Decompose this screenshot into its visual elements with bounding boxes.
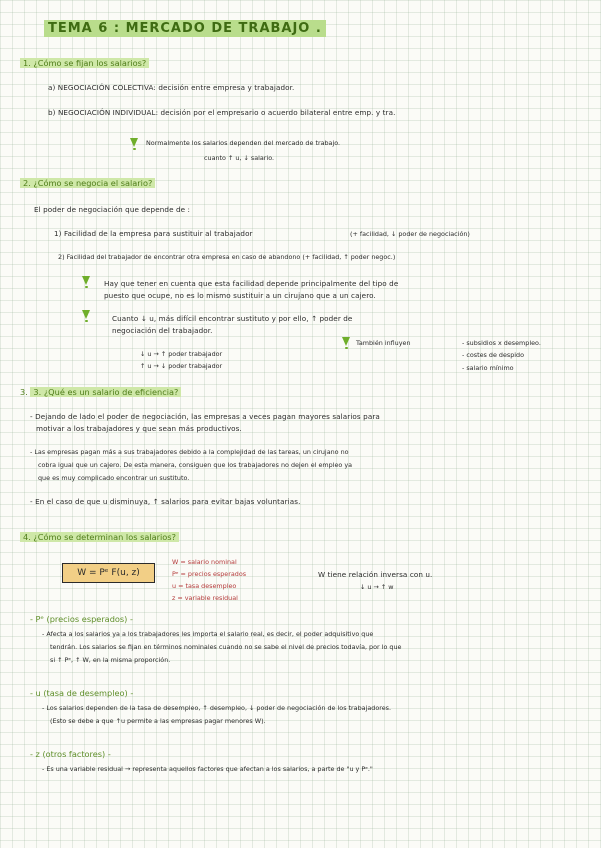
page-title: TEMA 6 : MERCADO DE TRABAJO . — [44, 20, 326, 37]
influence-item: - salario mínimo — [462, 364, 514, 372]
subheading-u: - u (tasa de desempleo) - — [30, 688, 134, 698]
intro-text: El poder de negociación que depende de : — [34, 205, 191, 214]
paragraph: si ↑ Pᵉ, ↑ W, en la misma proporción. — [50, 656, 171, 664]
item-negociacion-individual: b) NEGOCIACIÓN INDIVIDUAL: decisión por el empresario o acuerdo bilateral entre emp. y tra. — [48, 108, 396, 117]
paragraph: - Es una variable residual → representa aquellos factores que afectan a los salarios, a parte de "u y Pᵉ." — [42, 765, 373, 773]
list-item-note: (+ facilidad, ↓ poder de negociación) — [350, 230, 470, 238]
exclamation-icon — [82, 276, 91, 288]
note-text: Cuanto ↓ u, más difícil encontrar sustituto y por ello, ↑ poder de — [112, 314, 353, 323]
paragraph: motivar a los trabajadores y que sean más productivos. — [36, 424, 242, 433]
paragraph: tendrán. Los salarios se fijan en términos nominales cuando no se sabe el nivel de precios todavía, por lo que — [50, 643, 402, 651]
influence-item: - subsidios x desempleo. — [462, 339, 541, 347]
section-heading-1: 1. ¿Cómo se fijan los salarios? — [20, 58, 149, 68]
paragraph: - Las empresas pagan más a sus trabajadores debido a la complejidad de las tareas, un cirujano no — [30, 448, 349, 456]
tambien-label: También influyen — [356, 339, 411, 347]
paragraph: - Afecta a los salarios ya a los trabajadores les importa el salario real, es decir, el poder adquisitivo que — [42, 630, 374, 638]
paragraph: (Esto se debe a que ↑u permite a las empresas pagar menores W). — [50, 717, 266, 725]
section-heading-4: 4. ¿Cómo se determinan los salarios? — [20, 532, 179, 542]
relation-arrow: ↓ u → ↑ w — [360, 583, 394, 591]
relation-text: W tiene relación inversa con u. — [318, 570, 433, 579]
item-negociacion-colectiva: a) NEGOCIACIÓN COLECTIVA: decisión entre empresa y trabajador. — [48, 83, 295, 92]
paragraph: que es muy complicado encontrar un sustituto. — [38, 474, 190, 482]
exclamation-icon — [82, 310, 91, 322]
paragraph: - En el caso de que u disminuya, ↑ salarios para evitar bajas voluntarias. — [30, 497, 301, 506]
legend-item: z = variable residual — [172, 594, 238, 602]
legend-item: u = tasa desempleo — [172, 582, 237, 590]
note-text: Hay que tener en cuenta que esta facilidad depende principalmente del tipo de — [104, 279, 399, 288]
list-item: 2) Facilidad del trabajador de encontrar otra empresa en caso de abandono (+ facilidad, ↑ poder negoc.) — [58, 253, 396, 261]
list-item: 1) Facilidad de la empresa para sustituir al trabajador — [54, 229, 253, 238]
exclamation-icon — [342, 337, 351, 349]
legend-item: W = salario nominal — [172, 558, 237, 566]
paragraph: - Dejando de lado el poder de negociación, las empresas a veces pagan mayores salarios para — [30, 412, 380, 421]
note-text: cuanto ↑ u, ↓ salario. — [204, 154, 275, 162]
note-text: puesto que ocupe, no es lo mismo sustituir a un cirujano que a un cajero. — [104, 291, 376, 300]
paragraph: cobra igual que un cajero. De esta manera, consiguen que los trabajadores no dejen el empleo ya — [38, 461, 353, 469]
legend-item: Pᵉ = precios esperados — [172, 570, 247, 578]
note-text: negociación del trabajador. — [112, 326, 213, 335]
arrow-relation: ↑ u → ↓ poder trabajador — [140, 362, 223, 370]
wage-formula: W = Pᵉ F(u, z) — [62, 563, 155, 583]
subheading-pe: - Pᵉ (precios esperados) - — [30, 614, 133, 624]
exclamation-icon — [130, 138, 139, 150]
section-heading-3: 3. 3. ¿Qué es un salario de eficiencia? — [20, 387, 181, 397]
arrow-relation: ↓ u → ↑ poder trabajador — [140, 350, 223, 358]
section-heading-2: 2. ¿Cómo se negocia el salario? — [20, 178, 155, 188]
paragraph: - Los salarios dependen de la tasa de desempleo, ↑ desempleo, ↓ poder de negociación de los trabajadores. — [42, 704, 392, 712]
note-text: Normalmente los salarios dependen del mercado de trabajo. — [146, 139, 341, 147]
subheading-z: - z (otros factores) - — [30, 749, 111, 759]
influence-item: - costes de despido — [462, 351, 525, 359]
